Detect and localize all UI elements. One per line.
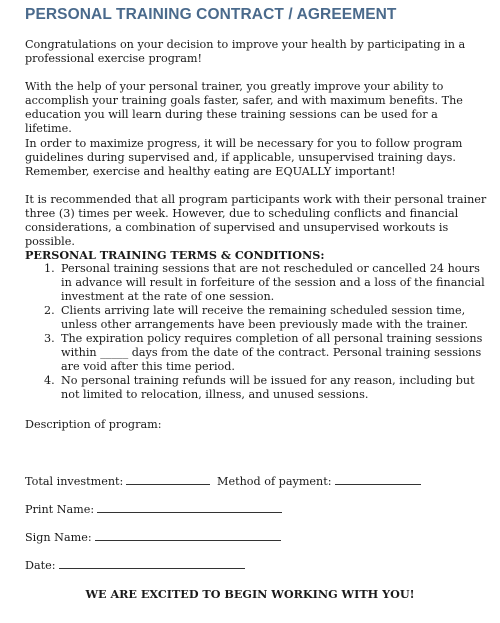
term-number: 2. bbox=[44, 304, 55, 317]
date-row bbox=[25, 558, 245, 573]
sign-name-row bbox=[25, 530, 281, 545]
date-field[interactable] bbox=[59, 558, 245, 569]
term-number: 3. bbox=[44, 332, 55, 345]
print-name-label: Print Name: bbox=[25, 503, 95, 516]
term-number: 1. bbox=[44, 262, 55, 275]
terms-list bbox=[25, 262, 487, 402]
sign-name-label: Sign Name: bbox=[25, 531, 92, 544]
document-title: PERSONAL TRAINING CONTRACT / AGREEMENT bbox=[25, 6, 397, 23]
frequency-paragraph: It is recommended that all program participants work with their personal trainer three (3) times per week. However, due to scheduling conflicts and financial considerations, a combination of supervised and unsupervised workouts is possible. bbox=[25, 193, 487, 248]
payment-row bbox=[217, 474, 421, 489]
term-item bbox=[25, 304, 487, 332]
investment-label: Total investment: bbox=[25, 475, 124, 488]
date-label: Date: bbox=[25, 559, 56, 572]
term-number: 4. bbox=[44, 374, 55, 387]
investment-field[interactable] bbox=[126, 474, 210, 485]
term-text: No personal training refunds will be issued for any reason, including but not limited to relocation, illness, and unused sessions. bbox=[61, 374, 475, 401]
closing-statement: WE ARE EXCITED TO BEGIN WORKING WITH YOU! bbox=[85, 587, 415, 601]
term-text: Clients arriving late will receive the remaining scheduled session time, unless other arrangements have been previously made with the trainer. bbox=[61, 304, 469, 331]
print-name-row bbox=[25, 502, 282, 517]
investment-row bbox=[25, 474, 210, 489]
description-label: Description of program: bbox=[25, 418, 162, 431]
progress-paragraph: In order to maximize progress, it will be necessary for you to follow program guidelines during supervised and, if applicable, unsupervised training days. Remember, exercise and healthy eating are EQUALLY important! bbox=[25, 137, 463, 178]
term-item bbox=[25, 262, 487, 304]
term-item bbox=[25, 374, 487, 402]
intro-paragraph: Congratulations on your decision to improve your health by participating in a professional exercise program! bbox=[25, 38, 466, 65]
term-item bbox=[25, 332, 487, 374]
terms-heading: PERSONAL TRAINING TERMS & CONDITIONS: bbox=[25, 248, 325, 262]
payment-field[interactable] bbox=[335, 474, 421, 485]
benefits-paragraph: With the help of your personal trainer, you greatly improve your ability to accomplish your training goals faster, safer, and with maximum benefits. The education you will learn during these training sessions can be used for a lifetime. bbox=[25, 80, 463, 135]
payment-label: Method of payment: bbox=[217, 475, 332, 488]
sign-name-field[interactable] bbox=[95, 530, 281, 541]
print-name-field[interactable] bbox=[97, 502, 282, 513]
term-text: The expiration policy requires completion of all personal training sessions within _____ days from the date of the contract. Personal training sessions are void after this time period. bbox=[61, 332, 483, 373]
term-text: Personal training sessions that are not rescheduled or cancelled 24 hours in advance will result in forfeiture of the session and a loss of the financial investment at the rate of one session. bbox=[61, 262, 485, 303]
